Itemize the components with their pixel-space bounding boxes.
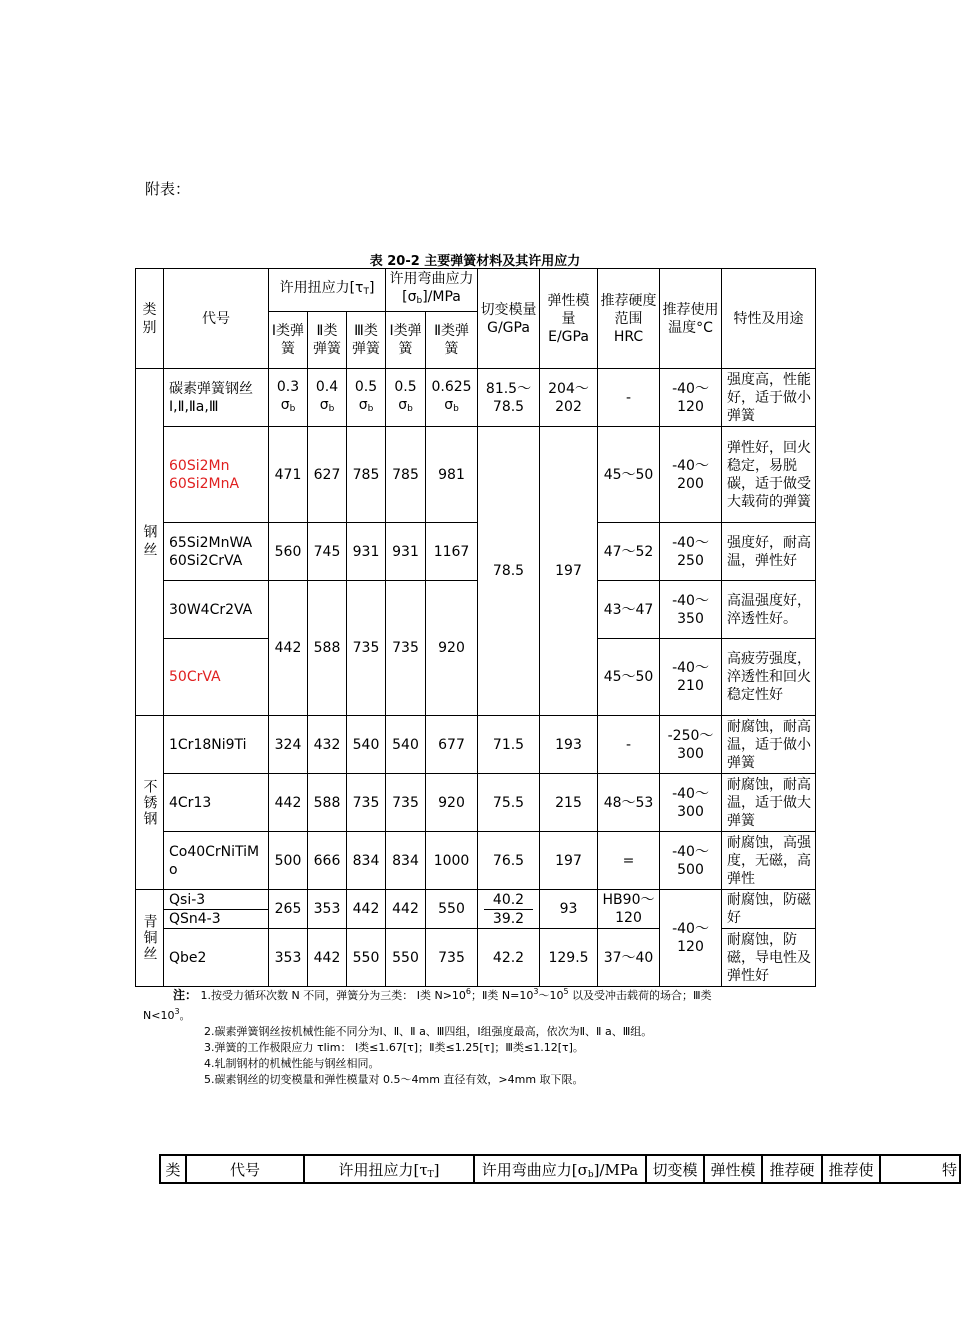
cell: -40～300 — [660, 774, 722, 832]
usage-cell: 强度好，耐高温，弹性好 — [722, 523, 816, 581]
shear-qsn43: 39.2 — [492, 910, 525, 927]
cell: 442 — [308, 929, 347, 987]
cell: 197 — [540, 427, 598, 716]
material-code — [164, 890, 269, 929]
table-row — [136, 890, 816, 929]
table-row — [136, 427, 816, 523]
cell: 785 — [347, 427, 386, 523]
group-stainless: 不锈钢 — [136, 716, 164, 890]
cell: 432 — [308, 716, 347, 774]
rep-code: 代号 — [186, 1155, 304, 1183]
cell: HB90～120 — [598, 890, 660, 929]
cell: -40～250 — [660, 523, 722, 581]
cell: 78.5 — [478, 427, 540, 716]
cell: 745 — [308, 523, 347, 581]
cell: 81.5～78.5 — [478, 369, 540, 427]
material-code: 30W4Cr2VA — [164, 581, 269, 639]
cell: -40～200 — [660, 427, 722, 523]
rep-category: 类 — [160, 1155, 186, 1183]
cell: 215 — [540, 774, 598, 832]
rep-temp: 推荐使 — [822, 1155, 880, 1183]
material-code: Co40CrNiTiMo — [164, 832, 269, 890]
cell: 265 — [269, 890, 308, 929]
cell: 442 — [347, 890, 386, 929]
group-bronze-wire: 青铜丝 — [136, 890, 164, 987]
cell: 193 — [540, 716, 598, 774]
cell: 550 — [386, 929, 426, 987]
usage-cell: 耐腐蚀，防磁好 — [722, 890, 816, 929]
cell: 735 — [426, 929, 478, 987]
cell: -40～120 — [660, 369, 722, 427]
cell: 45～50 — [598, 427, 660, 523]
cell — [478, 890, 540, 929]
cell: 500 — [269, 832, 308, 890]
cell: 834 — [386, 832, 426, 890]
rep-torsion: 许用扭应力$[\tau_T]$ — [304, 1155, 474, 1183]
cell: 735 — [347, 581, 386, 716]
table-row — [136, 832, 816, 890]
table-row — [136, 523, 816, 581]
cell: 76.5 — [478, 832, 540, 890]
table-row — [136, 369, 816, 427]
note-2: 2.碳素弹簧钢丝按机械性能不同分为Ⅰ、Ⅱ、Ⅱ a、Ⅲ四组，Ⅰ组强度最高，依次为Ⅱ、Ⅱ a、Ⅲ组。 — [204, 1025, 653, 1038]
header-bending-class-1: Ⅰ类弹簧 — [386, 312, 426, 369]
cell: 931 — [347, 523, 386, 581]
cell: 45～50 — [598, 639, 660, 716]
cell: 93 — [540, 890, 598, 929]
cell: 931 — [386, 523, 426, 581]
header-torsion-class-2: Ⅱ类弹簧 — [308, 312, 347, 369]
code-qsn43: QSn4-3 — [169, 910, 221, 927]
note-1-cont: $N<10^3$。 — [143, 1007, 191, 1022]
cell: -40～350 — [660, 581, 722, 639]
cell: -40～210 — [660, 639, 722, 716]
rep-shear: 切变模 — [646, 1155, 704, 1183]
cell: 43～47 — [598, 581, 660, 639]
material-code: Qbe2 — [164, 929, 269, 987]
table-row — [136, 581, 816, 639]
header-torsion-class-3: Ⅲ类弹簧 — [347, 312, 386, 369]
header-temperature: 推荐使用温度°C — [660, 269, 722, 369]
cell: 129.5 — [540, 929, 598, 987]
cell: 920 — [426, 581, 478, 716]
cell: 197 — [540, 832, 598, 890]
cell: 550 — [426, 890, 478, 929]
header-category: 类别 — [136, 269, 164, 369]
cell: 442 — [269, 774, 308, 832]
header-bending-class-2: Ⅱ类弹簧 — [426, 312, 478, 369]
usage-cell: 弹性好，回火稳定，易脱碳，适于做受大载荷的弹簧 — [722, 427, 816, 523]
cell: 324 — [269, 716, 308, 774]
note-3: 3.弹簧的工作极限应力 τlim： Ⅰ类≤1.67[τ]；Ⅱ类≤1.25[τ]；Ⅲ类≤1.12[τ]。 — [204, 1041, 584, 1054]
usage-cell: 耐腐蚀，高强度，无磁，高弹性 — [722, 832, 816, 890]
cell: 920 — [426, 774, 478, 832]
rep-elastic: 弹性模 — [704, 1155, 762, 1183]
cell: 588 — [308, 774, 347, 832]
cell: 834 — [347, 832, 386, 890]
header-shear-modulus: 切变模量 G/GPa — [478, 269, 540, 369]
cell: 471 — [269, 427, 308, 523]
cell: 353 — [308, 890, 347, 929]
usage-cell: 高温强度好，淬透性好。 — [722, 581, 816, 639]
cell: -40～500 — [660, 832, 722, 890]
cell: 204～202 — [540, 369, 598, 427]
cell: 0.5 $\sigma_b$ — [386, 369, 426, 427]
code-qsi3: Qsi-3 — [164, 891, 268, 910]
cell: 37～40 — [598, 929, 660, 987]
cell: 442 — [386, 890, 426, 929]
material-code: 1Cr18Ni9Ti — [164, 716, 269, 774]
table-notes — [143, 984, 813, 1088]
cell: 0.5 $\sigma_b$ — [347, 369, 386, 427]
cell: 47～52 — [598, 523, 660, 581]
material-code: 60Si2Mn 60Si2MnA — [164, 427, 269, 523]
cell: -40～120 — [660, 890, 722, 987]
rep-bending: 许用弯曲应力$[\sigma_b]$/MPa — [474, 1155, 646, 1183]
usage-cell: 耐腐蚀，耐高温，适于做小弹簧 — [722, 716, 816, 774]
cell: 735 — [347, 774, 386, 832]
header-row-1 — [136, 269, 816, 312]
cell: 1000 — [426, 832, 478, 890]
cell: -250～300 — [660, 716, 722, 774]
group-steel-wire: 钢丝 — [136, 369, 164, 716]
cell: 588 — [308, 581, 347, 716]
note-4: 4.轧制钢材的机械性能与钢丝相同。 — [204, 1057, 380, 1070]
cell: 627 — [308, 427, 347, 523]
note-1: 注： 1.按受力循环次数 N 不同，弹簧分为三类： Ⅰ类 $N>10^6$；Ⅱ类 $N=10^3\sim 10^5$ 以及受冲击载荷的场合；Ⅲ类 — [173, 987, 712, 1002]
cell: 540 — [347, 716, 386, 774]
shear-qsi3: 40.2 — [484, 891, 533, 910]
material-code: 50CrVA — [164, 639, 269, 716]
cell: 0.4 $\sigma_b$ — [308, 369, 347, 427]
header-torsion-class-1: Ⅰ类弹簧 — [269, 312, 308, 369]
header-usage: 特性及用途 — [722, 269, 816, 369]
cell: 42.2 — [478, 929, 540, 987]
header-hardness: 推荐硬度范围 HRC — [598, 269, 660, 369]
cell: 785 — [386, 427, 426, 523]
cell: 677 — [426, 716, 478, 774]
cell: 735 — [386, 774, 426, 832]
cell: 75.5 — [478, 774, 540, 832]
cell: 0.625 $\sigma_b$ — [426, 369, 478, 427]
cell: = — [598, 832, 660, 890]
header-bending-stress: 许用弯曲应力$[\sigma_b]$/MPa — [386, 269, 478, 312]
repeated-header-row — [160, 1155, 960, 1183]
cell: - — [598, 369, 660, 427]
cell: 735 — [386, 581, 426, 716]
cell: 550 — [347, 929, 386, 987]
cell: 981 — [426, 427, 478, 523]
material-code: 4Cr13 — [164, 774, 269, 832]
table-row — [136, 774, 816, 832]
cell: 442 — [269, 581, 308, 716]
usage-cell: 强度高，性能好，适于做小弹簧 — [722, 369, 816, 427]
usage-cell: 耐腐蚀，防磁，导电性及弹性好 — [722, 929, 816, 987]
usage-cell: 高疲劳强度，淬透性和回火稳定性好 — [722, 639, 816, 716]
repeated-header-table — [159, 1154, 961, 1184]
page-heading: 附表： — [145, 180, 191, 198]
cell: 48～53 — [598, 774, 660, 832]
cell: 353 — [269, 929, 308, 987]
cell: 540 — [386, 716, 426, 774]
cell: 666 — [308, 832, 347, 890]
cell: 71.5 — [478, 716, 540, 774]
cell: 1167 — [426, 523, 478, 581]
header-torsion-stress: 许用扭应力$[\tau_T]$ — [269, 269, 386, 312]
cell: - — [598, 716, 660, 774]
header-elastic-modulus: 弹性模量 E/GPa — [540, 269, 598, 369]
table-caption: 表 20-2 主要弹簧材料及其许用应力 — [369, 254, 581, 269]
cell: 560 — [269, 523, 308, 581]
material-code: 65Si2MnWA 60Si2CrVA — [164, 523, 269, 581]
spring-materials-table — [135, 268, 816, 987]
cell: 0.3 $\sigma_b$ — [269, 369, 308, 427]
rep-hardness: 推荐硬 — [762, 1155, 822, 1183]
usage-cell: 耐腐蚀，耐高温，适于做大弹簧 — [722, 774, 816, 832]
header-code: 代号 — [164, 269, 269, 369]
rep-usage: 特 — [880, 1155, 960, 1183]
table-row — [136, 716, 816, 774]
note-5: 5.碳素钢丝的切变模量和弹性模量对 0.5～4mm 直径有效，>4mm 取下限。 — [204, 1073, 584, 1086]
material-code: 碳素弹簧钢丝 Ⅰ,Ⅱ,Ⅱa,Ⅲ — [164, 369, 269, 427]
